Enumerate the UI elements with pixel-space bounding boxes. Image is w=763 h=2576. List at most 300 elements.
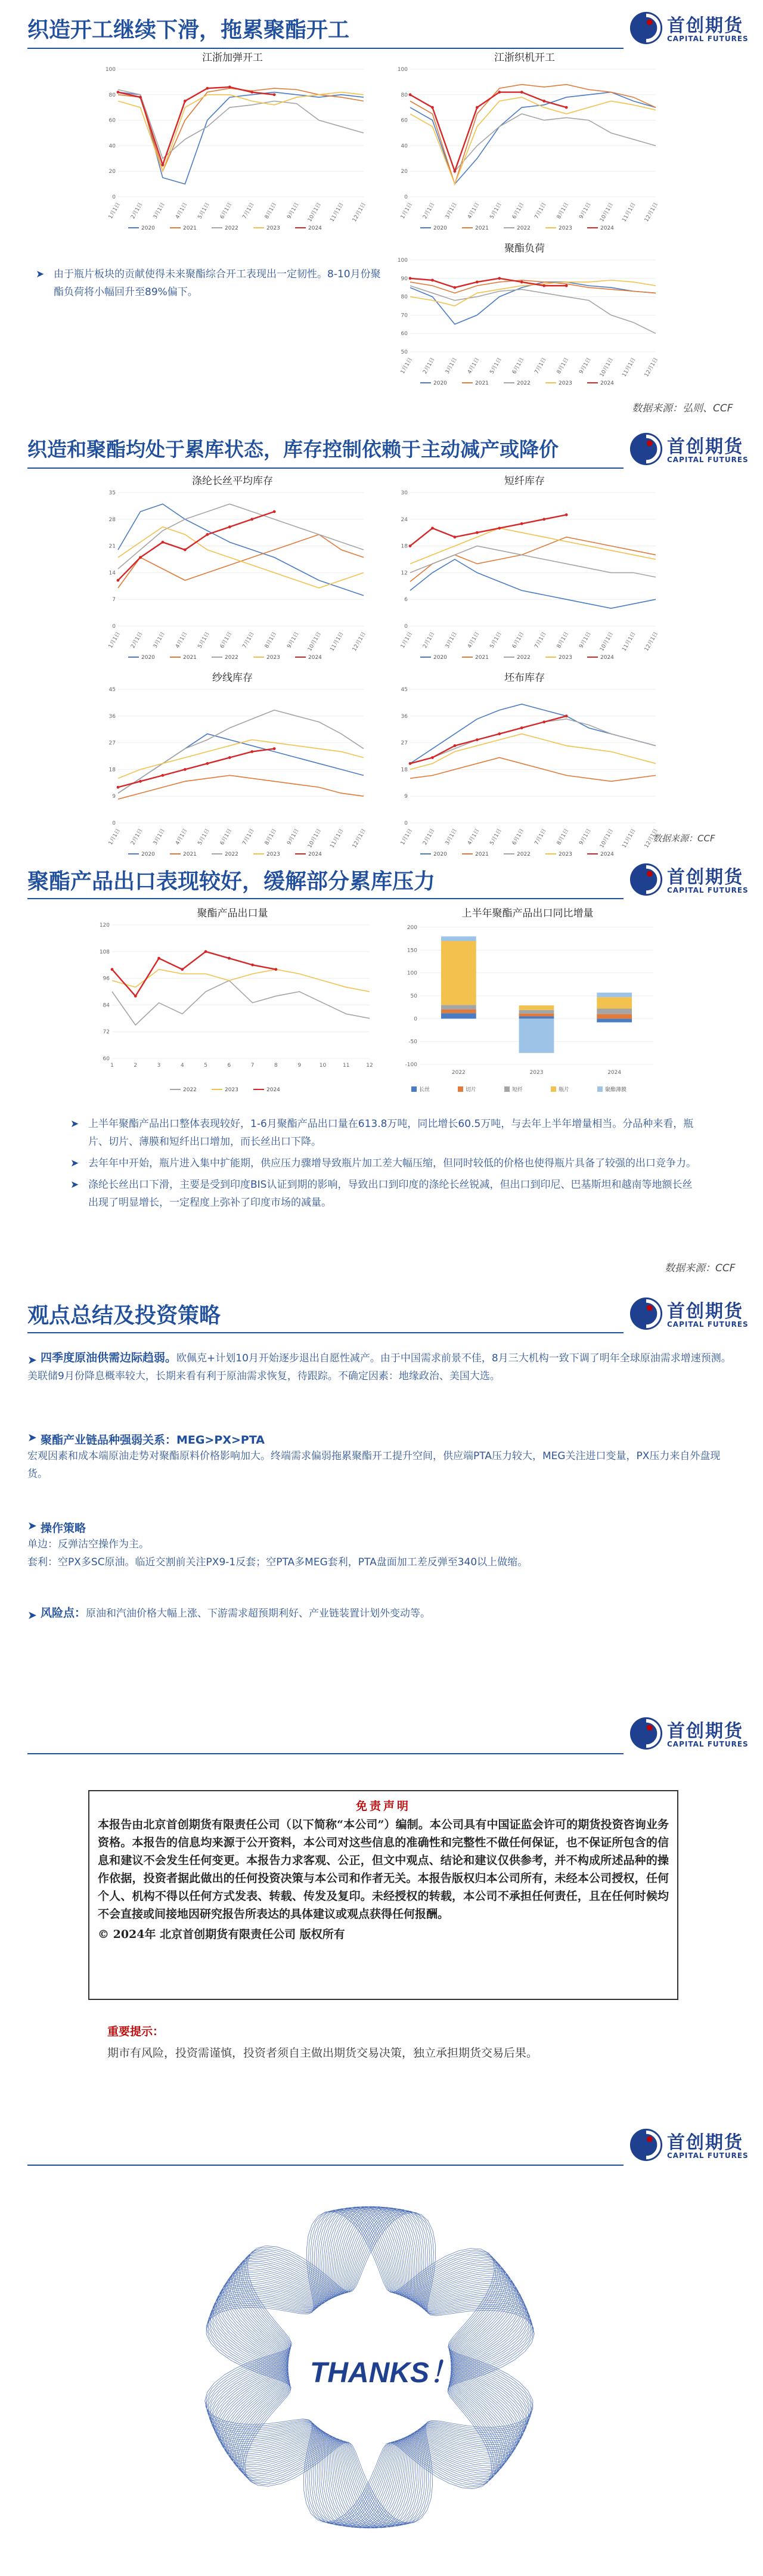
x-tick-label: 3 [157, 1063, 161, 1069]
bar-segment [441, 1013, 476, 1018]
y-tick-label: 72 [103, 1029, 110, 1036]
point-2024 [409, 277, 412, 280]
bar-segment [441, 1005, 476, 1010]
y-tick-label: 40 [401, 143, 408, 150]
x-tick-label: 3月1日 [444, 202, 458, 221]
point-2024 [498, 527, 501, 530]
legend-label: 2023 [559, 852, 572, 857]
legend-label: 2020 [141, 655, 155, 661]
point-2024 [565, 106, 568, 109]
x-tick-label: 12月1日 [643, 828, 660, 849]
legend-label: 2024 [600, 225, 614, 231]
source-2: 数据来源：CCF [653, 833, 715, 844]
point-2024 [565, 714, 568, 717]
x-tick-label: 8月1日 [263, 202, 278, 221]
x-tick-label: 10 [319, 1063, 327, 1069]
point-2024 [273, 93, 276, 96]
x-tick-label: 9月1日 [286, 828, 300, 847]
legend-label: 2021 [475, 380, 489, 386]
x-tick-label: 4月1日 [467, 357, 481, 376]
bar-segment [519, 1018, 554, 1053]
point-2024 [520, 281, 523, 284]
legend-label: 2020 [433, 852, 447, 857]
x-tick-label: 4月1日 [175, 631, 189, 650]
legend-label: 瓶片 [559, 1087, 570, 1093]
x-tick-label: 11月1日 [621, 631, 637, 652]
bar-segment [441, 936, 476, 941]
bar-segment [519, 1017, 554, 1019]
view-4-head: 风险点： [41, 1606, 86, 1620]
point-2024 [184, 100, 187, 103]
x-tick-label: 9月1日 [578, 828, 593, 847]
y-tick-label: 60 [401, 331, 408, 338]
series-line-2021 [118, 88, 364, 171]
x-tick-label: 8月1日 [556, 631, 570, 650]
brand-en: CAPITAL FUTURES [667, 35, 749, 43]
bar-segment [519, 1005, 554, 1010]
chart-yarn-inventory [95, 668, 370, 865]
x-tick-label: 7月1日 [241, 202, 256, 221]
x-tick-label: 12 [366, 1063, 373, 1069]
y-tick-label: 40 [108, 143, 116, 150]
point-2024 [228, 957, 231, 960]
point-2024 [542, 518, 545, 521]
legend-label: 2020 [433, 655, 447, 661]
x-tick-label: 6月1日 [219, 828, 234, 847]
x-tick-label: 10月1日 [306, 828, 323, 849]
point-2024 [273, 510, 276, 513]
x-tick-label: 7月1日 [534, 357, 548, 376]
y-tick-label: 100 [105, 67, 116, 73]
legend-swatch [411, 1086, 417, 1092]
y-tick-label: 18 [401, 767, 408, 773]
y-tick-label: 9 [404, 794, 408, 800]
view-1-head: 四季度原油供需边际趋弱。 [41, 1351, 177, 1364]
bullet-item: ➤ 由于瓶片板块的贡献使得未来聚酯综合开工表现出一定韧性。8-10月份聚酯负荷将小幅回升至89%偏下。 [36, 265, 382, 301]
point-2024 [251, 964, 254, 967]
point-2024 [520, 726, 523, 729]
x-tick-label: 11月1日 [621, 202, 637, 223]
legend-label: 2024 [600, 852, 614, 857]
y-tick-label: 108 [99, 949, 110, 955]
point-2024 [431, 756, 434, 759]
series-line-2023 [118, 527, 364, 588]
brand-logo-icon [629, 1296, 663, 1331]
y-tick-label: 30 [401, 490, 408, 496]
legend-label: 2022 [183, 1087, 197, 1093]
series-line-2022 [410, 719, 656, 764]
view-2-text: 宏观因素和成本端原油走势对聚酯原料价格影响加大。终端需求偏弱拖累聚酯开工提升空间，供应端PTA压力较大，MEG关注进口变量，PX压力来自外盘现货。 [27, 1450, 721, 1480]
x-tick-label: 2月1日 [422, 202, 436, 221]
brand-en: CAPITAL FUTURES [667, 456, 749, 464]
y-tick-label: 27 [401, 740, 408, 747]
y-tick-label: 100 [407, 970, 417, 977]
point-2024 [139, 96, 142, 99]
bullet-item: ➤ 涤纶长丝出口下滑，主要是受到印度BIS认证到期的影响，导致出口到印度的涤纶长丝锐减，但出口到印尼、巴基斯坦和越南等地额长丝出现了明显增长，一定程度上弥补了印度市场的减量。 [70, 1176, 702, 1212]
x-tick-label: 4月1日 [467, 828, 481, 847]
x-tick-label: 11月1日 [329, 202, 345, 223]
legend-label: 2023 [266, 225, 280, 231]
brand-logo-icon [629, 432, 663, 466]
brand-logo [629, 1293, 754, 1336]
point-2024 [498, 732, 501, 735]
chart-greige-inventory [387, 668, 662, 865]
x-tick-label: 6月1日 [511, 828, 526, 847]
y-tick-label: 36 [108, 713, 116, 720]
x-tick-label: 12月1日 [351, 631, 368, 652]
x-tick-label: 4月1日 [467, 631, 481, 650]
x-tick-label: 11 [343, 1063, 350, 1069]
x-tick-label: 5月1日 [489, 357, 503, 376]
arrow-icon: ➤ [36, 268, 45, 280]
x-tick-label: 5月1日 [489, 202, 503, 221]
x-tick-label: 5 [204, 1063, 207, 1069]
x-tick-label: 3月1日 [444, 357, 458, 376]
y-tick-label: 50 [410, 993, 417, 999]
view-3-head: 操作策略 [41, 1522, 86, 1535]
legend-label: 2020 [433, 380, 447, 386]
legend-label: 2022 [225, 225, 238, 231]
x-tick-label: 7月1日 [534, 202, 548, 221]
source-3: 数据来源：CCF [665, 1262, 736, 1274]
x-tick-label: 5月1日 [489, 631, 503, 650]
chart-title: 涤纶长丝平均库存 [192, 475, 273, 487]
y-tick-label: 84 [103, 1002, 110, 1009]
view-4-text: 原油和汽油价格大幅上涨、下游需求超预期利好、产业链装置计划外变动等。 [86, 1608, 431, 1620]
section-2-rule [27, 467, 624, 469]
y-tick-label: 36 [401, 713, 408, 720]
y-tick-label: 100 [397, 258, 408, 264]
legend-label: 2022 [517, 852, 531, 857]
disclaimer-rule [27, 1753, 624, 1754]
x-tick-label: 5月1日 [197, 202, 211, 221]
y-tick-label: 18 [108, 767, 116, 773]
legend-label: 2020 [433, 225, 447, 231]
y-tick-label: 0 [404, 821, 408, 826]
point-2024 [542, 720, 545, 723]
legend-label: 2023 [559, 380, 572, 386]
x-tick-label: 1 [110, 1063, 114, 1069]
brand-en: CAPITAL FUTURES [667, 886, 749, 894]
legend-label: 长丝 [419, 1087, 430, 1093]
chart-title: 江浙加弹开工 [202, 52, 263, 64]
y-tick-label: 96 [103, 976, 110, 982]
y-tick-label: 28 [108, 516, 116, 523]
x-tick-label: 7月1日 [534, 828, 548, 847]
brand-cn: 首创期货 [667, 16, 743, 36]
x-tick-label: 1月1日 [399, 631, 414, 650]
y-tick-label: 12 [401, 570, 408, 577]
series-line-2021 [118, 775, 364, 799]
point-2024 [476, 531, 479, 534]
y-tick-label: 20 [401, 169, 408, 175]
legend-label: 2024 [600, 655, 614, 661]
x-tick-label: 6月1日 [511, 631, 526, 650]
chart-polyester-load [387, 239, 662, 394]
y-tick-label: 27 [108, 740, 116, 747]
x-tick-label: 2 [134, 1063, 138, 1069]
x-tick-label: 9 [297, 1063, 302, 1069]
x-tick-label: 3月1日 [152, 631, 166, 650]
x-tick-label: 4 [180, 1063, 184, 1069]
arrow-icon: ➤ [27, 1519, 37, 1532]
x-tick-label: 2月1日 [130, 828, 144, 847]
series-line-2022 [118, 504, 364, 569]
x-tick-label: 9月1日 [286, 202, 300, 221]
brand-cn: 首创期货 [667, 1301, 743, 1322]
x-tick-label: 2月1日 [130, 631, 144, 650]
x-tick-label: 10月1日 [306, 631, 323, 652]
y-tick-label: 90 [401, 275, 408, 282]
legend-label: 聚酯薄膜 [605, 1087, 627, 1093]
legend-label: 2024 [600, 380, 614, 386]
y-tick-label: 35 [108, 490, 116, 496]
view-item-4 [27, 1604, 737, 1623]
point-2024 [206, 87, 209, 90]
legend-label: 2021 [475, 655, 489, 661]
brand-logo-icon [629, 2128, 663, 2162]
view-item-3 [27, 1519, 737, 1571]
point-2024 [157, 957, 160, 960]
y-tick-label: 80 [108, 92, 116, 98]
x-tick-label: 3月1日 [152, 202, 166, 221]
series-line-2021 [410, 85, 656, 184]
point-2024 [117, 579, 120, 582]
brand-logo [629, 859, 754, 902]
y-tick-label: 18 [401, 543, 408, 550]
point-2024 [139, 556, 142, 559]
legend-label: 2022 [517, 380, 531, 386]
x-tick-label: 1月1日 [107, 631, 122, 650]
y-tick-label: 20 [108, 169, 116, 175]
tip-text: 期市有风险，投资需谨慎，投资者须自主做出期货交易决策，独立承担期货交易后果。 [107, 2046, 538, 2060]
x-tick-label: 7 [250, 1063, 255, 1069]
point-2024 [111, 968, 114, 971]
chart-title: 坯布库存 [504, 672, 545, 684]
point-2024 [134, 995, 137, 998]
x-tick-label: 6月1日 [219, 202, 234, 221]
x-tick-label: 9月1日 [578, 631, 593, 650]
x-tick-label: 6月1日 [511, 357, 526, 376]
x-tick-label: 6月1日 [511, 202, 526, 221]
x-tick-label: 4月1日 [175, 828, 189, 847]
legend-label: 2021 [183, 225, 197, 231]
legend-label: 2023 [559, 225, 572, 231]
y-tick-label: 0 [404, 194, 408, 200]
x-tick-label: 7月1日 [241, 828, 256, 847]
point-2024 [454, 170, 457, 173]
brand-logo [629, 1713, 754, 1755]
brand-cn: 首创期货 [667, 2132, 743, 2153]
x-tick-label: 8 [274, 1063, 278, 1069]
point-2024 [476, 106, 479, 109]
point-2024 [476, 281, 479, 284]
section-3-rule [27, 898, 624, 899]
point-2024 [250, 91, 253, 94]
section-1-title: 织造开工继续下滑，拖累聚酯开工 [27, 17, 350, 42]
section-4-title: 观点总结及投资策略 [27, 1303, 221, 1328]
legend-label: 2022 [225, 655, 238, 661]
x-tick-label: 9月1日 [578, 357, 593, 376]
chart-title: 上半年聚酯产品出口同比增量 [461, 908, 594, 919]
legend-label: 2022 [517, 225, 531, 231]
legend-label: 2023 [266, 655, 280, 661]
x-tick-label: 8月1日 [556, 357, 570, 376]
section-3-bullets [70, 1115, 702, 1215]
x-tick-label: 3月1日 [444, 828, 458, 847]
chart-filament-inventory [95, 471, 370, 668]
y-tick-label: 70 [401, 312, 408, 319]
source-1: 数据来源：弘则、CCF [632, 402, 733, 414]
series-line-2021 [410, 537, 656, 582]
point-2024 [520, 91, 523, 94]
x-tick-label: 2024 [607, 1070, 622, 1076]
x-tick-label: 6 [227, 1063, 231, 1069]
brand-cn: 首创期货 [667, 867, 743, 888]
x-tick-label: 4月1日 [175, 202, 189, 221]
x-tick-label: 4月1日 [467, 202, 481, 221]
point-2024 [565, 513, 568, 516]
point-2024 [476, 738, 479, 741]
point-2024 [162, 541, 165, 544]
point-2024 [409, 93, 412, 96]
legend-label: 切片 [466, 1087, 477, 1093]
point-2024 [454, 286, 457, 289]
bullet-item: ➤ 去年年中开始，瓶片进入集中扩能期，供应压力骤增导致瓶片加工差大幅压缩，但同时较低的价格也使得瓶片具备了较强的出口竞争力。 [70, 1154, 702, 1172]
y-tick-label: 6 [404, 597, 408, 603]
point-2024 [228, 525, 231, 528]
x-tick-label: 11月1日 [329, 631, 345, 652]
point-2024 [228, 86, 231, 89]
legend-label: 2023 [559, 655, 572, 661]
legend-label: 2020 [141, 852, 155, 857]
bar-segment [519, 1010, 554, 1014]
chart-jiangzhe-loom [387, 48, 662, 239]
x-tick-label: 12月1日 [351, 202, 368, 223]
series-line-2024 [410, 92, 566, 172]
chart-title: 聚酯负荷 [504, 243, 545, 255]
point-2024 [454, 744, 457, 747]
x-tick-label: 12月1日 [351, 828, 368, 849]
brand-logo-icon [629, 1716, 663, 1751]
y-tick-label: 45 [401, 687, 408, 693]
point-2024 [542, 100, 545, 103]
series-line-2022 [118, 710, 364, 793]
bar-segment [441, 941, 476, 1005]
series-line-2022 [410, 286, 656, 333]
x-tick-label: 1月1日 [399, 828, 414, 847]
x-tick-label: 8月1日 [556, 202, 570, 221]
point-2024 [431, 527, 434, 530]
brand-cn: 首创期货 [667, 1721, 743, 1742]
view-3-text: 单边：反弹沽空操作为主。 [27, 1538, 149, 1550]
x-tick-label: 2月1日 [422, 357, 436, 376]
point-2024 [520, 522, 523, 525]
chart-title: 聚酯产品出口量 [197, 908, 268, 919]
brand-logo [629, 2124, 754, 2167]
point-2024 [162, 163, 165, 166]
view-2-head: 聚酯产业链品种强弱关系：MEG>PX>PTA [41, 1433, 265, 1447]
point-2024 [275, 968, 278, 971]
brand-cn: 首创期货 [667, 436, 743, 457]
x-tick-label: 11月1日 [621, 828, 637, 849]
chart-title: 纱线库存 [212, 672, 253, 684]
x-tick-label: 9月1日 [578, 202, 593, 221]
x-tick-label: 7月1日 [241, 631, 256, 650]
brand-logo [629, 428, 754, 471]
x-tick-label: 11月1日 [329, 828, 345, 849]
bar-segment [597, 1008, 632, 1014]
x-tick-label: 1月1日 [399, 202, 414, 221]
y-tick-label: 120 [99, 922, 110, 928]
thanks-text: THANKS！ [310, 2357, 458, 2389]
x-tick-label: 10月1日 [598, 202, 615, 223]
arrow-icon: ➤ [27, 1609, 37, 1622]
arrow-icon: ➤ [27, 1354, 37, 1367]
x-tick-label: 12月1日 [643, 202, 660, 223]
legend-label: 2021 [183, 655, 197, 661]
legend-swatch [504, 1086, 510, 1092]
x-tick-label: 6月1日 [219, 631, 234, 650]
brand-logo [629, 7, 754, 50]
x-tick-label: 10月1日 [598, 828, 615, 849]
point-2024 [117, 786, 120, 789]
point-2024 [409, 544, 412, 547]
point-2024 [206, 762, 209, 765]
point-2024 [184, 768, 187, 771]
y-tick-label: 0 [112, 194, 116, 200]
x-tick-label: 3月1日 [444, 631, 458, 650]
x-tick-label: 1月1日 [399, 357, 414, 376]
point-2024 [498, 277, 501, 280]
point-2024 [206, 533, 209, 536]
y-tick-label: 9 [112, 794, 116, 800]
legend-label: 2024 [266, 1087, 280, 1093]
x-tick-label: 10月1日 [306, 202, 323, 223]
x-tick-label: 12月1日 [643, 357, 660, 378]
y-tick-label: 80 [401, 294, 408, 301]
view-1-text: 欧佩克+计划10月开始逐步退出自愿性减产。由于中国需求前景不佳，8月三大机构一致下调了明年全球原油需求增速预测。美联储9月份降息概率较大，长期来看有利于原油需求恢复，待跟踪。不确定因素：地缘政治、美国大选。 [27, 1352, 731, 1382]
legend-label: 2021 [475, 852, 489, 857]
legend-label: 2021 [183, 852, 197, 857]
y-tick-label: 200 [407, 925, 417, 931]
bar-segment [441, 1010, 476, 1013]
y-tick-label: 50 [401, 349, 408, 355]
y-tick-label: 100 [397, 67, 408, 73]
x-tick-label: 5月1日 [489, 828, 503, 847]
x-tick-label: 2023 [529, 1070, 544, 1076]
x-tick-label: 7月1日 [534, 631, 548, 650]
point-2024 [273, 747, 276, 750]
brand-en: CAPITAL FUTURES [667, 2151, 749, 2160]
x-tick-label: 1月1日 [107, 828, 122, 847]
bar-segment [597, 1014, 632, 1019]
disclaimer-copyright: © 2024年 北京首创期货有限责任公司 版权所有 [98, 1928, 345, 1941]
point-2024 [184, 549, 187, 552]
section-2-title: 织造和聚酯均处于累库状态，库存控制依赖于主动减产或降价 [27, 438, 559, 461]
y-tick-label: 60 [401, 117, 408, 124]
x-tick-label: 5月1日 [197, 828, 211, 847]
point-2024 [498, 91, 501, 94]
legend-label: 2022 [225, 852, 238, 857]
series-line-2023 [118, 92, 364, 172]
y-tick-label: 60 [108, 117, 116, 124]
x-tick-label: 3月1日 [152, 828, 166, 847]
chart-title: 江浙织机开工 [494, 52, 555, 64]
point-2024 [139, 780, 142, 783]
y-tick-label: 14 [108, 570, 116, 577]
y-tick-label: 0 [112, 821, 116, 826]
